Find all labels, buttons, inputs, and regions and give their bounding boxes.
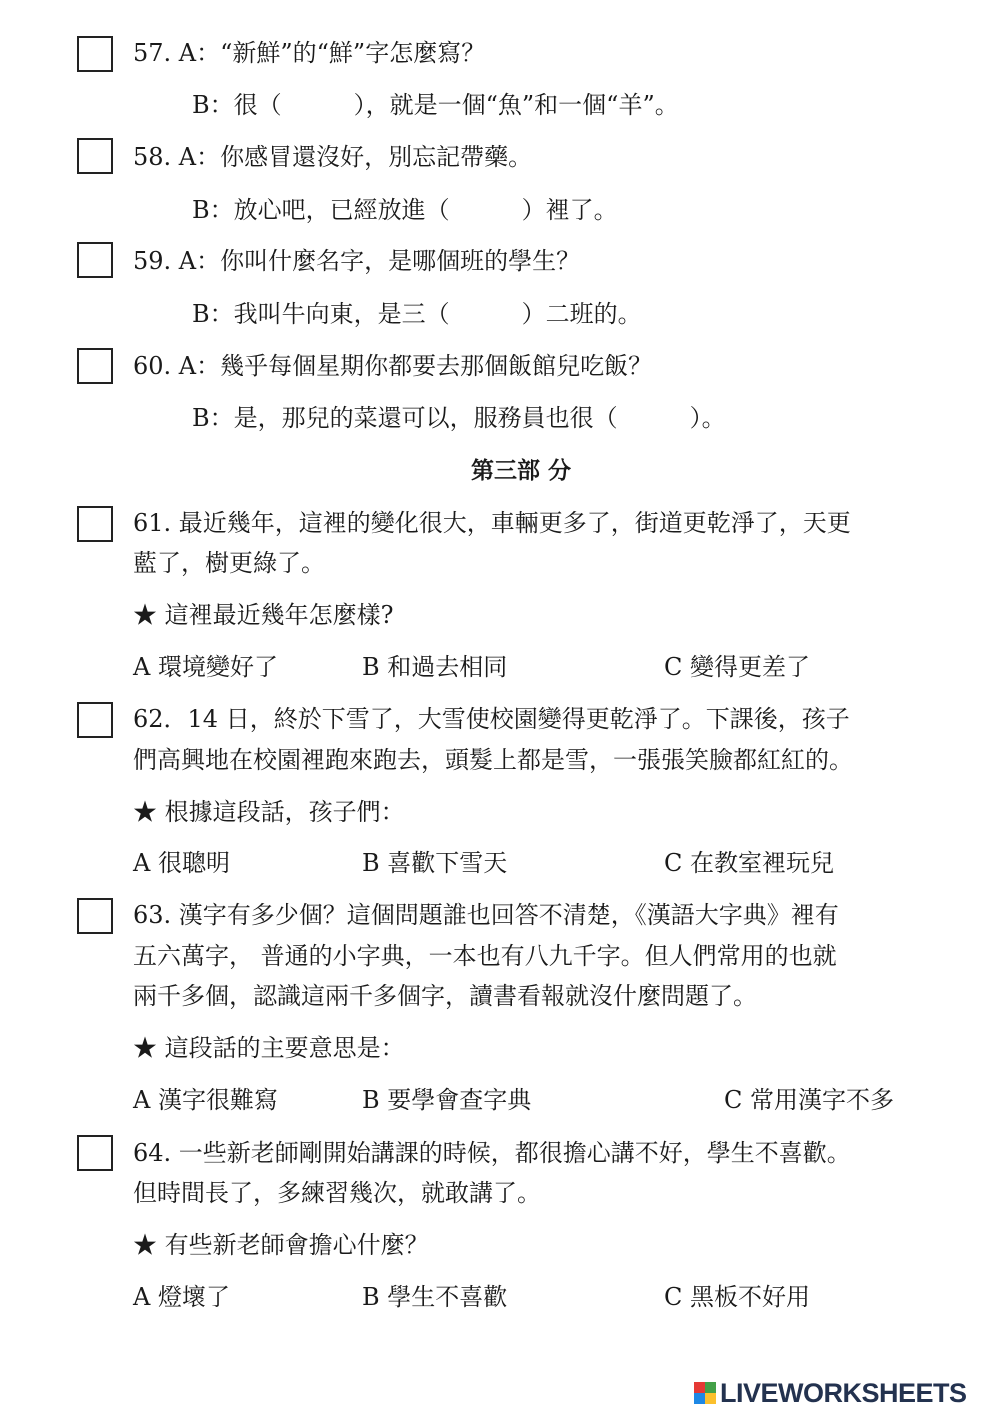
q63-option-c: C 常用漢字不多 xyxy=(724,1086,894,1114)
q63-passage-line: 五六萬字， 普通的小字典，一本也有八九千字。但人們常用的也就 xyxy=(133,942,837,970)
q63-question: ★ 這段話的主要意思是： xyxy=(133,1034,405,1062)
q58-line-b: B：放心吧，已經放進（ ）裡了。 xyxy=(192,196,618,224)
logo-square-green xyxy=(705,1382,716,1393)
q62-passage-line: 62．14 日，終於下雪了，大雪使校園變得更乾淨了。下課後，孩子 xyxy=(133,705,850,733)
q62-option-a: A 很聰明 xyxy=(133,849,230,877)
q61-option-a: A 環境變好了 xyxy=(133,653,278,681)
q64-option-b: B 學生不喜歡 xyxy=(362,1283,508,1311)
q62-option-b: B 喜歡下雪天 xyxy=(362,849,508,877)
answer-box-57[interactable] xyxy=(77,36,113,72)
q59-line-a: 59. A：你叫什麼名字，是哪個班的學生？ xyxy=(133,247,581,275)
q64-option-a: A 燈壞了 xyxy=(133,1283,230,1311)
q64-passage-line: 64. 一些新老師剛開始講課的時候，都很擔心講不好，學生不喜歡。 xyxy=(133,1139,851,1167)
section-title: 第三部 分 xyxy=(471,457,572,484)
liveworksheets-logo-icon xyxy=(694,1382,716,1404)
q57-line-a: 57. A：“新鮮”的“鮮”字怎麼寫？ xyxy=(133,39,486,67)
q63-option-a: A 漢字很難寫 xyxy=(133,1086,278,1114)
q60-line-b: B：是，那兒的菜還可以，服務員也很（ ）。 xyxy=(192,404,726,432)
answer-box-63[interactable] xyxy=(77,898,113,934)
q62-question: ★ 根據這段話，孩子們： xyxy=(133,798,405,826)
q63-option-b: B 要學會查字典 xyxy=(362,1086,532,1114)
q63-passage-line: 兩千多個，認識這兩千多個字，讀書看報就沒什麼問題了。 xyxy=(133,982,757,1010)
q63-passage-line: 63. 漢字有多少個？這個問題誰也回答不清楚，《漢語大字典》裡有 xyxy=(133,901,839,929)
answer-box-59[interactable] xyxy=(77,242,113,278)
answer-box-64[interactable] xyxy=(77,1135,113,1171)
q61-option-b: B 和過去相同 xyxy=(362,653,508,681)
answer-box-58[interactable] xyxy=(77,138,113,174)
answer-box-60[interactable] xyxy=(77,348,113,384)
logo-square-yellow xyxy=(705,1393,716,1404)
answer-box-62[interactable] xyxy=(77,702,113,738)
q60-line-a: 60. A：幾乎每個星期你都要去那個飯館兒吃飯？ xyxy=(133,352,653,380)
q64-option-c: C 黑板不好用 xyxy=(664,1283,810,1311)
q59-line-b: B：我叫牛向東，是三（ ）二班的。 xyxy=(192,300,642,328)
q61-option-c: C 變得更差了 xyxy=(664,653,810,681)
answer-box-61[interactable] xyxy=(77,506,113,542)
q58-line-a: 58. A：你感冒還沒好，別忘記帶藥。 xyxy=(133,143,533,171)
q61-passage-line: 61. 最近幾年，這裡的變化很大，車輛更多了，街道更乾淨了，天更 xyxy=(133,509,851,537)
q64-question: ★ 有些新老師會擔心什麼？ xyxy=(133,1231,429,1259)
liveworksheets-logo-text: LIVEWORKSHEETS xyxy=(720,1378,967,1408)
q64-passage-line: 但時間長了，多練習幾次，就敢講了。 xyxy=(133,1179,541,1207)
q62-passage-line: 們高興地在校園裡跑來跑去，頭髮上都是雪，一張張笑臉都紅紅的。 xyxy=(133,746,853,774)
q61-passage-line: 藍了，樹更綠了。 xyxy=(133,549,325,577)
q62-option-c: C 在教室裡玩兒 xyxy=(664,849,834,877)
liveworksheets-logo xyxy=(694,1376,967,1410)
logo-square-red xyxy=(694,1382,705,1393)
q57-line-b: B：很（ ），就是一個“魚”和一個“羊”。 xyxy=(192,91,679,119)
q61-question: ★ 這裡最近幾年怎麼樣? xyxy=(133,601,394,629)
logo-square-blue xyxy=(694,1393,705,1404)
